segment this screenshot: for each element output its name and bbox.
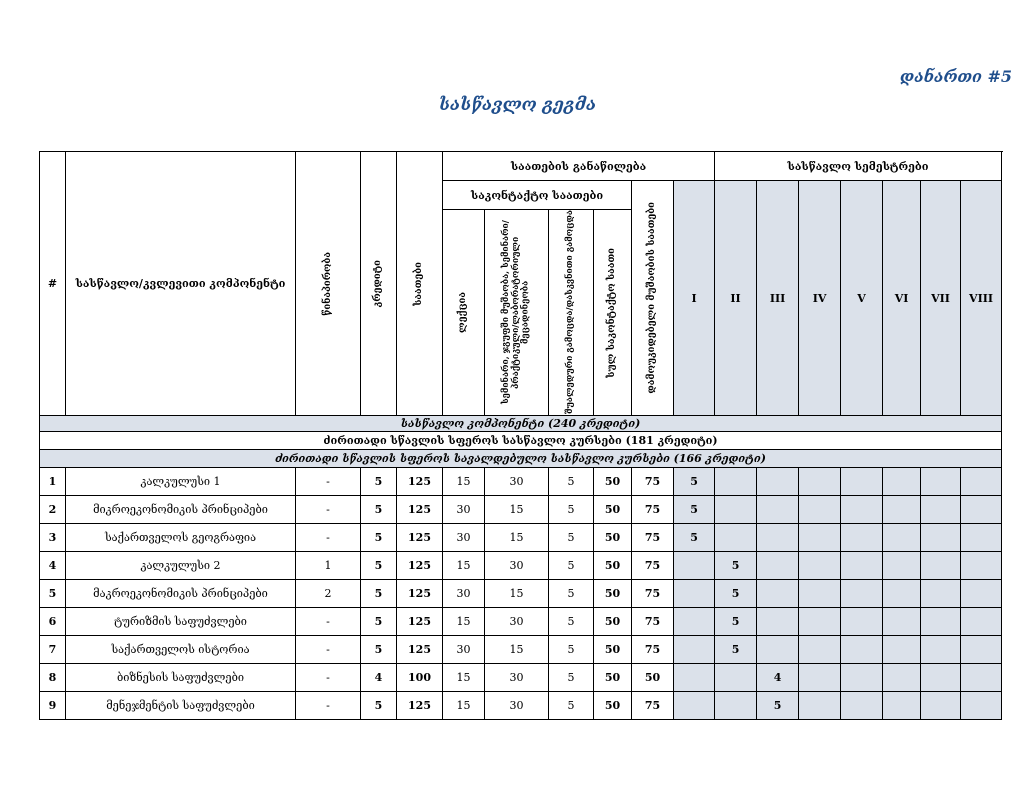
cell-semester-8 (961, 636, 1002, 664)
cell-semester-6 (883, 468, 921, 496)
cell-hours: 125 (397, 580, 443, 608)
cell-semester-7 (921, 496, 961, 524)
cell-exam: 5 (549, 692, 594, 720)
cell-semester-1 (674, 636, 715, 664)
cell-semester-5 (841, 552, 883, 580)
cell-exam: 5 (549, 552, 594, 580)
cell-practical: 30 (485, 468, 549, 496)
cell-semester-4 (799, 664, 841, 692)
cell-semester-5 (841, 608, 883, 636)
cell-number: 6 (40, 608, 66, 636)
cell-semester-8 (961, 692, 1002, 720)
cell-contact: 50 (594, 524, 632, 552)
cell-semester-1: 5 (674, 496, 715, 524)
cell-semester-6 (883, 692, 921, 720)
cell-course-name: ბიზნესის საფუძვლები (66, 664, 296, 692)
cell-semester-2 (715, 496, 757, 524)
cell-semester-4 (799, 468, 841, 496)
cell-course-name: კალკულუსი 1 (66, 468, 296, 496)
cell-exam: 5 (549, 608, 594, 636)
cell-independent: 75 (632, 608, 674, 636)
cell-credits: 5 (361, 580, 397, 608)
section-core-field: ძირითადი სწავლის სფეროს სასწავლო კურსები (181 კრედიტი) (40, 432, 1002, 450)
cell-number: 1 (40, 468, 66, 496)
cell-prereq: - (296, 524, 361, 552)
cell-semester-2 (715, 664, 757, 692)
cell-semester-8 (961, 608, 1002, 636)
header-credits (361, 152, 397, 416)
cell-semester-8 (961, 580, 1002, 608)
cell-semester-7 (921, 524, 961, 552)
cell-practical: 30 (485, 664, 549, 692)
header-total-contact-text: სულ საკონტაქტო საათი (606, 247, 618, 378)
cell-independent: 50 (632, 664, 674, 692)
cell-independent: 75 (632, 468, 674, 496)
cell-practical: 15 (485, 524, 549, 552)
cell-semester-6 (883, 608, 921, 636)
cell-semester-8 (961, 552, 1002, 580)
cell-prereq: - (296, 608, 361, 636)
cell-course-name: კალკულუსი 2 (66, 552, 296, 580)
cell-credits: 5 (361, 608, 397, 636)
cell-number: 5 (40, 580, 66, 608)
cell-semester-1 (674, 664, 715, 692)
header-semester-2: II (715, 181, 757, 416)
header-semester-3: III (757, 181, 799, 416)
cell-semester-4 (799, 608, 841, 636)
cell-hours: 125 (397, 468, 443, 496)
cell-practical: 30 (485, 692, 549, 720)
cell-number: 7 (40, 636, 66, 664)
cell-practical: 30 (485, 552, 549, 580)
cell-credits: 5 (361, 524, 397, 552)
cell-course-name: საქართველოს გეოგრაფია (66, 524, 296, 552)
cell-semester-1 (674, 580, 715, 608)
header-practical-text: სემინარი, ჯგუფში მუშაობა, სემინარი/პრაქტიკული/ლაბორატორიული მეცადინეობა (500, 220, 531, 405)
cell-contact: 50 (594, 496, 632, 524)
cell-semester-5 (841, 524, 883, 552)
cell-prereq: - (296, 664, 361, 692)
cell-course-name: მენეჯმენტის საფუძვლები (66, 692, 296, 720)
cell-independent: 75 (632, 552, 674, 580)
cell-hours: 125 (397, 496, 443, 524)
header-semester-8: VIII (961, 181, 1002, 416)
cell-semester-6 (883, 664, 921, 692)
cell-semester-7 (921, 636, 961, 664)
header-semester-6: VI (883, 181, 921, 416)
cell-credits: 5 (361, 496, 397, 524)
cell-semester-3 (757, 552, 799, 580)
header-component: სასწავლო/კვლევითი კომპონენტი (66, 152, 296, 416)
section-learning-component: სასწავლო კომპონენტი (240 კრედიტი) (40, 416, 1002, 432)
header-number: # (40, 152, 66, 416)
cell-semester-6 (883, 552, 921, 580)
cell-semester-2: 5 (715, 552, 757, 580)
cell-semester-8 (961, 664, 1002, 692)
cell-hours: 125 (397, 524, 443, 552)
cell-semester-1 (674, 552, 715, 580)
cell-contact: 50 (594, 580, 632, 608)
cell-semester-4 (799, 552, 841, 580)
cell-contact: 50 (594, 692, 632, 720)
cell-course-name: მაკროეკონომიკის პრინციპები (66, 580, 296, 608)
cell-semester-2 (715, 524, 757, 552)
cell-semester-7 (921, 468, 961, 496)
cell-independent: 75 (632, 496, 674, 524)
table-row (40, 692, 1002, 720)
header-semester-5: V (841, 181, 883, 416)
cell-semester-1: 5 (674, 524, 715, 552)
cell-course-name: მიკროეკონომიკის პრინციპები (66, 496, 296, 524)
cell-semester-3 (757, 524, 799, 552)
header-hours-distribution: საათების განაწილება (443, 152, 715, 181)
cell-semester-4 (799, 524, 841, 552)
cell-lecture: 30 (443, 496, 485, 524)
header-hours-text: საათები (413, 261, 425, 306)
curriculum-table (39, 151, 1002, 720)
cell-credits: 5 (361, 552, 397, 580)
cell-semester-6 (883, 580, 921, 608)
cell-number: 2 (40, 496, 66, 524)
cell-semester-1: 5 (674, 468, 715, 496)
header-independent-text: დამოუკიდებელი მუშაობის საათები (646, 202, 658, 394)
header-semester-7: VII (921, 181, 961, 416)
cell-contact: 50 (594, 636, 632, 664)
cell-semester-7 (921, 552, 961, 580)
cell-credits: 5 (361, 692, 397, 720)
cell-semester-2: 5 (715, 608, 757, 636)
cell-semester-8 (961, 524, 1002, 552)
cell-lecture: 15 (443, 468, 485, 496)
cell-semester-6 (883, 636, 921, 664)
cell-semester-7 (921, 692, 961, 720)
cell-lecture: 15 (443, 692, 485, 720)
cell-exam: 5 (549, 580, 594, 608)
cell-semester-7 (921, 608, 961, 636)
cell-contact: 50 (594, 664, 632, 692)
cell-number: 4 (40, 552, 66, 580)
header-credits-text: კრედიტი (372, 259, 384, 308)
cell-contact: 50 (594, 468, 632, 496)
cell-number: 9 (40, 692, 66, 720)
table-row (40, 636, 1002, 664)
cell-hours: 125 (397, 552, 443, 580)
table-row (40, 496, 1002, 524)
cell-independent: 75 (632, 692, 674, 720)
header-semester-1: I (674, 181, 715, 416)
cell-semester-1 (674, 692, 715, 720)
header-exam (549, 210, 594, 416)
header-independent (632, 181, 674, 416)
header-semesters: სასწავლო სემესტრები (715, 152, 1002, 181)
cell-hours: 125 (397, 608, 443, 636)
cell-exam: 5 (549, 468, 594, 496)
cell-semester-6 (883, 524, 921, 552)
cell-semester-2: 5 (715, 580, 757, 608)
cell-exam: 5 (549, 524, 594, 552)
cell-semester-3: 4 (757, 664, 799, 692)
cell-credits: 5 (361, 468, 397, 496)
cell-lecture: 30 (443, 524, 485, 552)
cell-hours: 125 (397, 692, 443, 720)
table-row (40, 468, 1002, 496)
cell-exam: 5 (549, 496, 594, 524)
table-row (40, 580, 1002, 608)
header-lecture (443, 210, 485, 416)
cell-semester-5 (841, 692, 883, 720)
cell-semester-1 (674, 608, 715, 636)
cell-semester-2 (715, 468, 757, 496)
cell-semester-3 (757, 608, 799, 636)
cell-semester-3: 5 (757, 692, 799, 720)
cell-semester-3 (757, 468, 799, 496)
cell-lecture: 15 (443, 664, 485, 692)
table-row (40, 552, 1002, 580)
cell-semester-6 (883, 496, 921, 524)
header-total-contact (594, 210, 632, 416)
cell-semester-5 (841, 636, 883, 664)
table-row (40, 524, 1002, 552)
cell-semester-3 (757, 496, 799, 524)
cell-independent: 75 (632, 636, 674, 664)
document-title: სასწავლო გეგმა (438, 95, 597, 115)
header-prerequisite-text: წინაპირობა (321, 251, 333, 316)
cell-number: 8 (40, 664, 66, 692)
cell-semester-5 (841, 664, 883, 692)
cell-semester-5 (841, 580, 883, 608)
cell-semester-4 (799, 636, 841, 664)
cell-semester-8 (961, 468, 1002, 496)
cell-semester-5 (841, 496, 883, 524)
cell-semester-4 (799, 580, 841, 608)
cell-practical: 15 (485, 636, 549, 664)
cell-hours: 125 (397, 636, 443, 664)
cell-exam: 5 (549, 636, 594, 664)
cell-prereq: 1 (296, 552, 361, 580)
cell-lecture: 30 (443, 636, 485, 664)
cell-prereq: - (296, 636, 361, 664)
cell-hours: 100 (397, 664, 443, 692)
cell-contact: 50 (594, 608, 632, 636)
section-core-mandatory: ძირითადი სწავლის სფეროს სავალდებულო სასწავლო კურსები (166 კრედიტი) (40, 450, 1002, 468)
header-lecture-text: ლექცია (457, 292, 469, 333)
cell-independent: 75 (632, 580, 674, 608)
cell-contact: 50 (594, 552, 632, 580)
cell-prereq: - (296, 692, 361, 720)
cell-semester-4 (799, 496, 841, 524)
cell-prereq: 2 (296, 580, 361, 608)
header-contact-hours: საკონტაქტო საათები (443, 181, 632, 210)
cell-semester-3 (757, 636, 799, 664)
cell-practical: 15 (485, 580, 549, 608)
cell-credits: 4 (361, 664, 397, 692)
cell-credits: 5 (361, 636, 397, 664)
cell-course-name: ტურიზმის საფუძვლები (66, 608, 296, 636)
cell-number: 3 (40, 524, 66, 552)
cell-semester-3 (757, 580, 799, 608)
cell-prereq: - (296, 468, 361, 496)
header-hours (397, 152, 443, 416)
cell-lecture: 15 (443, 552, 485, 580)
cell-exam: 5 (549, 664, 594, 692)
cell-semester-2: 5 (715, 636, 757, 664)
cell-prereq: - (296, 496, 361, 524)
cell-semester-2 (715, 692, 757, 720)
cell-practical: 30 (485, 608, 549, 636)
header-practical (485, 210, 549, 416)
header-exam-text: შუალედური გამოცდა/დასკვნითი გამოცდა (565, 210, 576, 415)
cell-semester-7 (921, 664, 961, 692)
annex-label: დანართი #5 (900, 67, 1013, 86)
cell-practical: 15 (485, 496, 549, 524)
cell-semester-7 (921, 580, 961, 608)
table-row (40, 664, 1002, 692)
cell-semester-5 (841, 468, 883, 496)
table-row (40, 608, 1002, 636)
cell-independent: 75 (632, 524, 674, 552)
header-semester-4: IV (799, 181, 841, 416)
cell-lecture: 30 (443, 580, 485, 608)
cell-lecture: 15 (443, 608, 485, 636)
cell-semester-8 (961, 496, 1002, 524)
cell-course-name: საქართველოს ისტორია (66, 636, 296, 664)
cell-semester-4 (799, 692, 841, 720)
header-prerequisite (296, 152, 361, 416)
